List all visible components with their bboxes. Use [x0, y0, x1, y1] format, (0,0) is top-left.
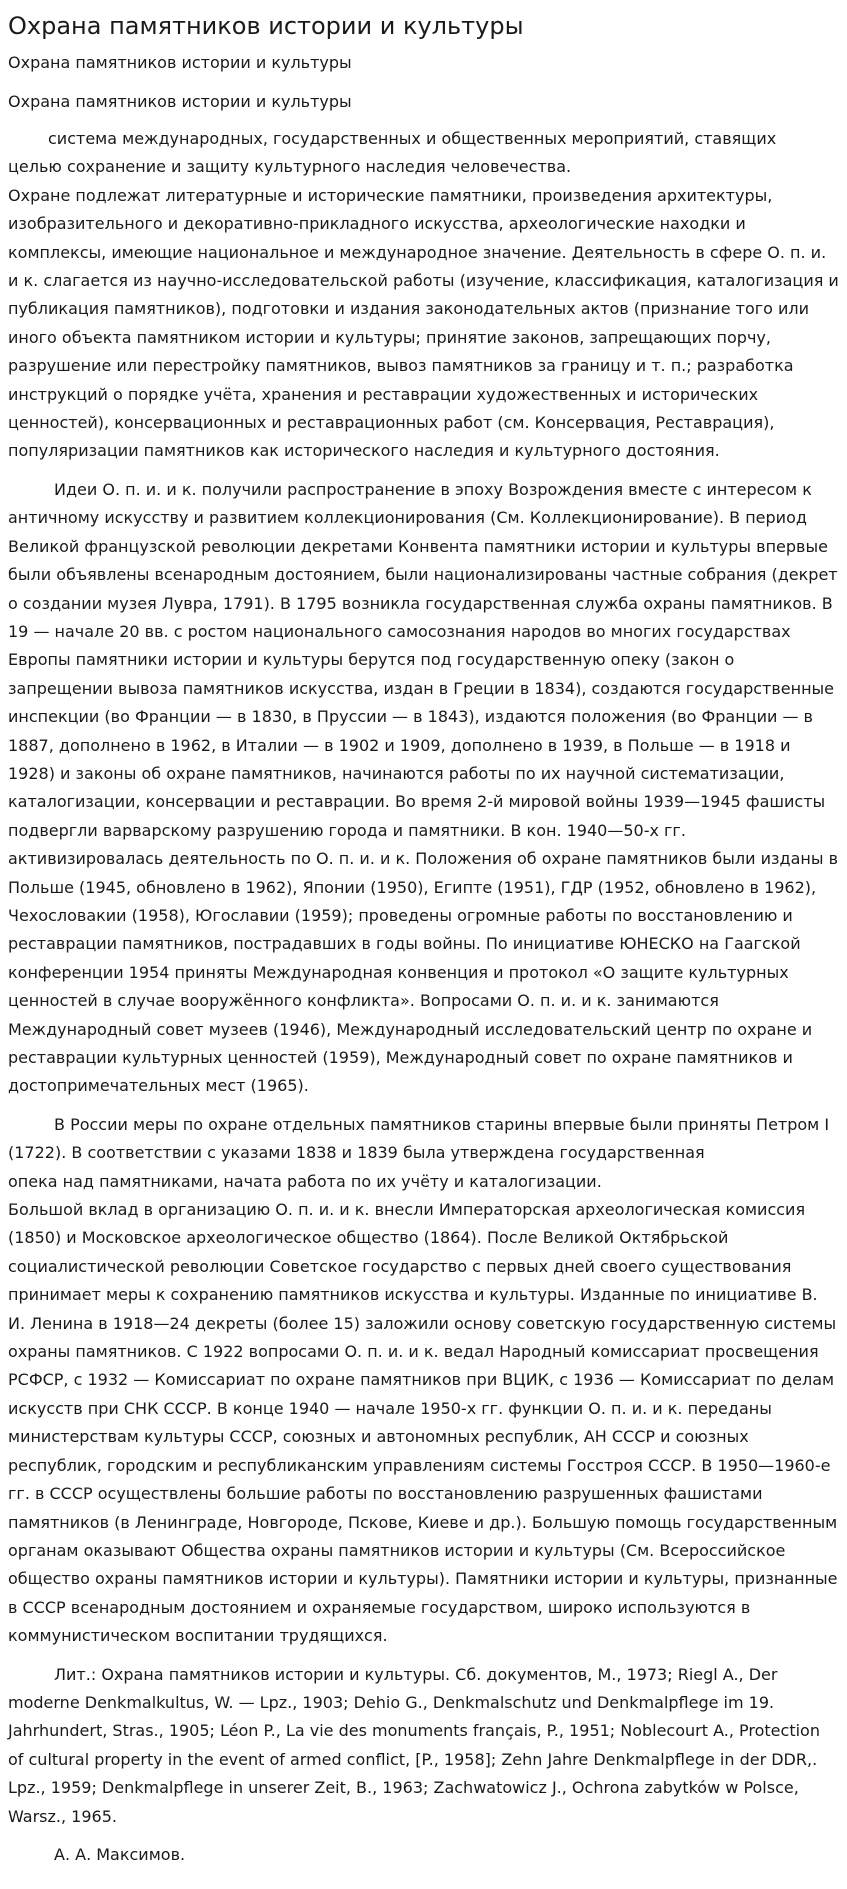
paragraph-history — [8, 476, 839, 1101]
text-line — [8, 1016, 839, 1044]
text-line — [8, 1044, 839, 1072]
text-line — [8, 1717, 839, 1745]
line-text: Польше (1945, обновлено в 1962), Японии (1950), Египте (1951), ГДР (1952, обновлено в 1962), — [8, 877, 817, 897]
line-text: Идеи О. п. и. и к. получили распространение в эпоху Возрождения вместе с интересом к — [54, 479, 812, 499]
line-text: Большой вклад в организацию О. п. и. и к. внесли Императорская археологическая комиссия — [8, 1200, 806, 1220]
text-line — [8, 1072, 839, 1100]
line-text: памятников (в Ленинграде, Новгороде, Пскове, Киеве и др.). Большую помощь государственным — [8, 1512, 838, 1532]
text-line — [8, 324, 839, 352]
text-line — [8, 1509, 839, 1537]
text-line — [8, 476, 839, 504]
text-line — [8, 1480, 839, 1508]
text-line — [8, 437, 839, 465]
line-text: разрушение или перестройку памятников, вывоз памятников за границу и т. п.; разработка — [8, 356, 794, 376]
text-line — [8, 409, 839, 437]
line-text: Jahrhundert, Stras., 1905; Léon P., La vie des monuments français, P., 1951; Noblecourt A., Protection — [8, 1721, 820, 1741]
line-text: органам оказывают Общества охраны памятников истории и культуры (См. Всероссийское — [8, 1540, 786, 1560]
line-text: конференции 1954 приняты Международная конвенция и протокол «О защите культурных — [8, 962, 789, 982]
text-line — [8, 1689, 839, 1717]
line-text: изобразительного и декоративно-прикладного искусства, археологические находки и — [8, 214, 746, 234]
line-text: Лит.: Охрана памятников истории и культуры. Сб. документов, М., 1973; Riegl A., Der — [54, 1664, 778, 1684]
line-text: достопримечательных мест (1965). — [8, 1076, 309, 1096]
line-text: и к. слагается из научно-исследовательской работы (изучение, классификация, каталогизация и — [8, 271, 839, 291]
text-line — [8, 675, 839, 703]
line-text: охраны памятников. С 1922 вопросами О. п. и. и к. ведал Народный комиссариат просвещения — [8, 1342, 819, 1362]
text-line — [8, 1338, 839, 1366]
text-line — [8, 182, 839, 210]
line-text: подвергли варварскому разрушению города и памятники. В кон. 1940—50-х гг. — [8, 820, 686, 840]
line-text: (1722). В соответствии с указами 1838 и 1839 была утверждена государственная — [8, 1143, 705, 1163]
line-text: комплексы, имеющие национальное и международное значение. Деятельность в сфере О. п. и. — [8, 242, 827, 262]
line-text: 19 — начале 20 вв. с ростом национального самосознания народов во многих государствах — [8, 621, 791, 641]
text-line — [8, 210, 839, 238]
paragraph-definition — [8, 125, 839, 466]
text-line — [8, 618, 839, 646]
text-line — [8, 902, 839, 930]
line-text: 1928) и законы об охране памятников, начинаются работы по их научной систематизации, — [8, 763, 785, 783]
line-text: публикация памятников), подготовки и издания законодательных актов (признание того или — [8, 299, 810, 319]
text-line — [8, 1310, 839, 1338]
line-text: общество охраны памятников истории и культуры). Памятники истории и культуры, признанные — [8, 1569, 838, 1589]
text-line — [8, 732, 839, 760]
line-text: moderne Denkmalkultus, W. — Lpz., 1903; Dehio G., Denkmalschutz und Denkmalpflege im 19. — [8, 1692, 775, 1712]
line-text: ценностей в случае вооружённого конфликта». Вопросами О. п. и. и к. занимаются — [8, 991, 719, 1011]
article-subtitle-2: Охрана памятников истории и культуры — [8, 92, 352, 111]
text-line — [8, 703, 839, 731]
text-line — [8, 561, 839, 589]
text-line — [8, 1774, 839, 1802]
paragraph-literature — [8, 1661, 839, 1831]
paragraph-russia — [8, 1111, 839, 1651]
line-text: РСФСР, с 1932 — Комиссариат по охране памятников при ВЦИК, с 1936 — Комиссариат по делам — [8, 1370, 835, 1390]
line-text: социалистической революции Советское государство с первых дней своего существования — [8, 1256, 792, 1276]
text-line — [8, 239, 839, 267]
author-name: А. А. Максимов. — [54, 1844, 186, 1864]
text-line — [8, 1537, 839, 1565]
text-line — [8, 987, 839, 1015]
page-title: Охрана памятников истории и культуры — [8, 12, 524, 40]
article-subtitle-1: Охрана памятников истории и культуры — [8, 53, 352, 72]
line-text: гг. в СССР осуществлены большие работы по восстановлению разрушенных фашистами — [8, 1484, 763, 1504]
line-text: Охране подлежат литературные и исторические памятники, произведения архитектуры, — [8, 185, 773, 205]
line-text: И. Ленина в 1918—24 декреты (более 15) заложили основу советскую государственную системы — [8, 1313, 837, 1333]
line-text: министерствам культуры СССР, союзных и автономных республик, АН СССР и союзных — [8, 1427, 749, 1447]
text-line — [8, 1281, 839, 1309]
text-line — [8, 504, 839, 532]
text-line — [8, 959, 839, 987]
text-line — [8, 533, 839, 561]
text-line — [8, 1111, 839, 1139]
text-line — [8, 1803, 839, 1831]
text-line — [8, 845, 839, 873]
line-text: искусств при СНК СССР. В конце 1940 — начале 1950-х гг. функции О. п. и. и к. переданы — [8, 1398, 772, 1418]
line-text: запрещении вывоза памятников искусства, издан в Греции в 1834), создаются государственные — [8, 678, 835, 698]
line-text: реставрации культурных ценностей (1959), Международный совет по охране памятников и — [8, 1048, 793, 1067]
text-line — [8, 267, 839, 295]
line-text: инспекции (во Франции — в 1830, в Пруссии — в 1843), издаются положения (во Франции — в — [8, 707, 813, 727]
line-text: реставрации памятников, пострадавших в годы войны. По инициативе ЮНЕСКО на Гаагской — [8, 934, 801, 954]
text-line — [8, 1139, 839, 1167]
line-text: Lpz., 1959; Denkmalpflege in unserer Zeit, B., 1963; Zachwatowicz J., Ochrona zabytków w Polsce, — [8, 1778, 799, 1798]
text-line — [8, 1224, 839, 1252]
line-text: республик, городским и республиканским управлениям системы Госстроя СССР. В 1950—1960-е — [8, 1455, 831, 1475]
text-line — [8, 788, 839, 816]
author-signature — [8, 1841, 839, 1869]
line-text: каталогизации, консервации и реставрации. Во время 2-й мировой войны 1939—1945 фашисты — [8, 792, 826, 812]
line-text: 1887, дополнено в 1962, в Италии — в 1902 и 1909, дополнено в 1939, в Польше — в 1918 и — [8, 735, 791, 755]
text-line — [8, 1746, 839, 1774]
text-line — [8, 1661, 839, 1689]
text-line — [8, 1622, 839, 1650]
text-line — [8, 1196, 839, 1224]
line-text: Великой французской революции декретами Конвента памятники истории и культуры впервые — [8, 536, 828, 556]
line-text: активизировалась деятельность по О. п. и. и к. Положения об охране памятников были изданы в — [8, 849, 839, 869]
line-text: были объявлены всенародным достоянием, были национализированы частные собрания (декрет — [8, 565, 838, 585]
line-text: система международных, государственных и общественных мероприятий, ставящих — [48, 129, 777, 148]
line-text: коммунистическом воспитании трудящихся. — [8, 1626, 388, 1646]
text-line — [8, 1594, 839, 1622]
line-text: опека над памятниками, начата работа по их учёту и каталогизации. — [8, 1171, 602, 1191]
line-text: Европы памятники истории и культуры берутся под государственную опеку (закон о — [8, 650, 735, 670]
text-line — [8, 1452, 839, 1480]
text-line — [8, 352, 839, 380]
line-text: принимает меры к сохранению памятников искусства и культуры. Изданные по инициативе В. — [8, 1285, 818, 1305]
line-text: Международный совет музеев (1946), Международный исследовательский центр по охране и — [8, 1019, 813, 1039]
text-line — [8, 1366, 839, 1394]
text-line — [8, 646, 839, 674]
line-text: в СССР всенародным достоянием и охраняемые государством, широко используются в — [8, 1597, 751, 1617]
line-text: Чехословакии (1958), Югославии (1959); проведены огромные работы по восстановлению и — [8, 905, 793, 925]
text-line — [8, 590, 839, 618]
line-text: В России меры по охране отдельных памятников старины впервые были приняты Петром I — [54, 1114, 830, 1134]
text-line — [8, 153, 839, 181]
line-text: античному искусству и развитием коллекционирования (См. Коллекционирование). В период — [8, 508, 807, 528]
text-line — [8, 1395, 839, 1423]
text-line — [8, 1253, 839, 1281]
line-text: Warsz., 1965. — [8, 1806, 117, 1826]
text-line — [8, 760, 839, 788]
line-text: о создании музея Лувра, 1791). В 1795 возникла государственная служба охраны памятников. В — [8, 593, 833, 613]
line-text: ценностей), консервационных и реставрационных работ (см. Консервация, Реставрация), — [8, 413, 775, 433]
line-text: иного объекта памятником истории и культуры; принятие законов, запрещающих порчу, — [8, 327, 771, 347]
line-text: of cultural property in the event of armed conflict, [P., 1958]; Zehn Jahre Denkmalpflege in der DDR,. — [8, 1749, 818, 1769]
text-line — [8, 1168, 839, 1196]
text-line — [8, 1423, 839, 1451]
text-line — [8, 874, 839, 902]
line-text: инструкций о порядке учёта, хранения и реставрации художественных и исторических — [8, 384, 759, 404]
text-line — [8, 1565, 839, 1593]
text-line — [8, 125, 839, 153]
line-text: (1850) и Московское археологическое общество (1864). После Великой Октябрьской — [8, 1228, 729, 1248]
text-line — [8, 930, 839, 958]
text-line — [8, 295, 839, 323]
line-text: целью сохранение и защиту культурного наследия человечества. — [8, 157, 572, 177]
line-text: популяризации памятников как исторического наследия и культурного достояния. — [8, 441, 720, 461]
text-line — [8, 381, 839, 409]
text-line — [8, 817, 839, 845]
